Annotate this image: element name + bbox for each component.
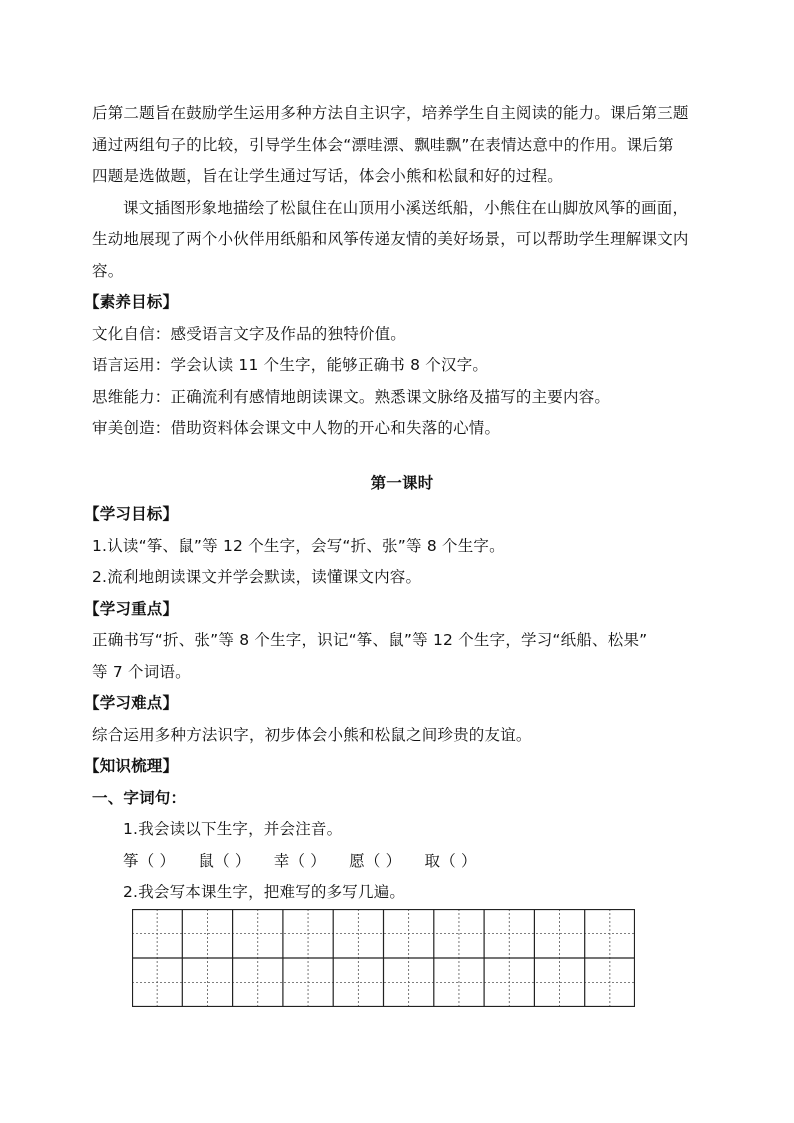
objective-item: 2.流利地朗读课文并学会默读，读懂课文内容。: [92, 568, 422, 586]
section-one-heading: 一、字词句：: [92, 788, 187, 807]
knowledge-heading: 【知识梳理】: [84, 757, 179, 775]
task-one-text: 1.我会读以下生字，并会注音。: [123, 820, 343, 838]
writing-grid-svg: [132, 909, 635, 1007]
paragraph-line: 四题是选做题，旨在让学生通过写话，体会小熊和松鼠和好的过程。: [92, 167, 564, 185]
key-points-text: 等 7 个词语。: [92, 662, 191, 681]
difficulty-text: 综合运用多种方法识字，初步体会小熊和松鼠之间珍贵的友谊。: [92, 725, 532, 744]
key-points-text: 正确书写“折、张”等 8 个生字，识记“筝、鼠”等 12 个生字，学习“纸船、松果”: [92, 631, 648, 649]
task-two-text: 2.我会写本课生字，把难写的多写几遍。: [123, 883, 406, 901]
pinyin-item[interactable]: 幸（ ）: [273, 851, 326, 870]
literacy-goal-item: 语言运用：学会认读 11 个生字，能够正确书 8 个汉字。: [92, 356, 489, 374]
difficulty-heading: 【学习难点】: [84, 694, 179, 712]
pinyin-item[interactable]: 鼠（ ）: [198, 851, 251, 870]
pinyin-row: [92, 846, 712, 878]
paragraph-line: 课文插图形象地描绘了松鼠住在山顶用小溪送纸船，小熊住在山脚放风筝的画面，: [123, 198, 689, 217]
paragraph-line: 生动地展现了两个小伙伴用纸船和风筝传递友情的美好场景，可以帮助学生理解课文内: [92, 230, 689, 248]
objective-item: 1.认读“筝、鼠”等 12 个生字，会写“折、张”等 8 个生字。: [92, 536, 505, 555]
objectives-heading: 【学习目标】: [84, 505, 179, 523]
paragraph-line: 通过两组句子的比较，引导学生体会“漂哇漂、飘哇飘”在表情达意中的作用。课后第: [92, 135, 674, 154]
literacy-goal-item: 思维能力：正确流利有感情地朗读课文。熟悉课文脉络及描写的主要内容。: [92, 387, 611, 406]
writing-grid[interactable]: [132, 909, 635, 1007]
paragraph-line: 容。: [92, 261, 124, 280]
document-page: [84, 98, 712, 909]
literacy-goal-item: 文化自信：感受语言文字及作品的独特价值。: [92, 324, 407, 343]
key-points-heading: 【学习重点】: [84, 599, 179, 618]
pinyin-item[interactable]: 愿（ ）: [349, 851, 402, 870]
paragraph-line: 后第二题旨在鼓励学生运用多种方法自主识字，培养学生自主阅读的能力。课后第三题: [92, 104, 689, 122]
pinyin-item[interactable]: 筝（ ）: [123, 851, 176, 870]
lesson-title: 第一课时: [370, 473, 434, 492]
pinyin-item[interactable]: 取（ ）: [424, 851, 477, 870]
literacy-goals-heading: 【素养目标】: [84, 293, 179, 311]
literacy-goal-item: 审美创造：借助资料体会课文中人物的开心和失落的心情。: [92, 419, 501, 437]
